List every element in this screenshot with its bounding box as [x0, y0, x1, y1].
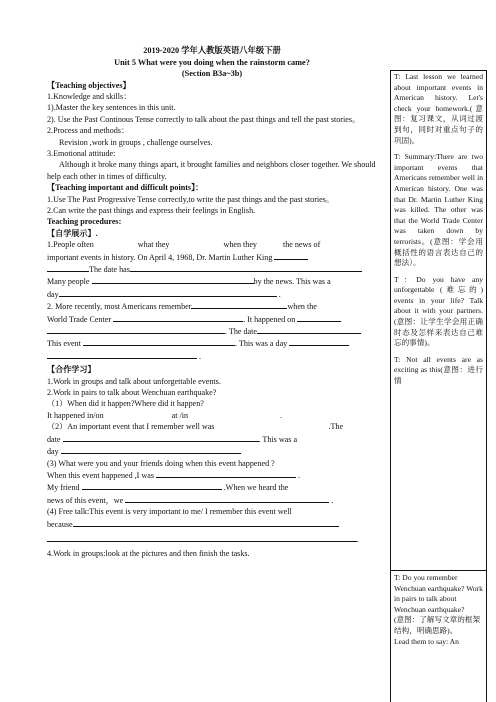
- c4-c: .: [280, 410, 283, 420]
- objectives-line-3: 2). Use the Past Continous Tense correctly to talk about the past things and tell the past stories。: [47, 114, 361, 124]
- title-line-2: Unit 5 What were you doing when the rainstorm came?: [114, 57, 310, 67]
- q2-text-d: . It happened on: [243, 314, 296, 324]
- title-line-3: (Section B3a~3b): [181, 69, 243, 78]
- self-show-q1-line-4: [47, 275, 377, 287]
- q2-text-b: when the: [287, 302, 317, 312]
- c11-a: news of this event，we: [47, 495, 124, 505]
- teacher-note-7: Lead them to say: An: [394, 636, 459, 646]
- important-heading: 【Teaching important and difficult points】：: [47, 183, 204, 193]
- cooperate-line-5: [47, 421, 377, 432]
- q2-text-e: . The date: [225, 327, 257, 337]
- c14: .: [357, 534, 360, 544]
- c11-b: .: [331, 495, 334, 505]
- procedures-heading: Teaching procedures:: [47, 217, 122, 227]
- objectives-line-1: 1.Knowledge and skills：: [47, 91, 132, 101]
- c5-a: （2）An important event that I remember well was: [47, 422, 215, 432]
- self-show-q1-line-1: [47, 239, 377, 250]
- cooperate-line-4: [47, 410, 377, 421]
- objectives-line-2: 1).Master the key sentences in this unit.: [47, 103, 176, 113]
- q1-text-j: .: [278, 289, 281, 299]
- self-show-q1-line-2: [47, 251, 377, 263]
- teacher-note-1: T: Last lesson we learned about important events in American history. Let's check your homework.(意图：复习课文，从词过渡到句，同时对重点句子的巩固)。: [394, 72, 483, 145]
- cooperate-line-3: （1）When did it happen?Where did it happen?: [47, 399, 204, 409]
- blank[interactable]: [297, 313, 341, 322]
- c5-b: .The: [328, 422, 344, 432]
- blank[interactable]: [47, 533, 360, 544]
- worksheet-main: [47, 45, 377, 560]
- title-line-1: 2019-2020 学年人教版英语八年级下册: [143, 46, 281, 55]
- important-line-1: 1.Use The Past Progressive Tense correctly,to write the past things and the past stories。: [47, 194, 335, 204]
- cooperate-line-11: [47, 494, 377, 506]
- q1-text-c: when they: [223, 240, 257, 250]
- objectives-line-7-text: Although it broke many things apart, it brought families and neighbors closer together. We should help each other in times of difficulty.: [47, 160, 376, 181]
- q2-text-a: 2. More recently, most Americans remember: [47, 302, 192, 312]
- q2-text-c: World Trade Center: [47, 314, 112, 324]
- q1-text-f: The date has: [89, 265, 130, 274]
- teacher-notes-box-2: [390, 570, 487, 702]
- blank[interactable]: [47, 263, 89, 272]
- blank[interactable]: [125, 494, 329, 503]
- cooperate-line-6: [47, 433, 377, 445]
- q1-text-e: important events in history. On April 4, 1968, Dr. Martin Luther King: [47, 252, 273, 262]
- blank[interactable]: [83, 337, 235, 346]
- q1-text-d: the news of: [282, 240, 321, 250]
- teacher-notes-box-1: [390, 70, 487, 570]
- teacher-note-4: T: Not all events are as exciting as this(意图：进行情: [394, 354, 483, 386]
- cooperate-line-9: [47, 469, 377, 481]
- self-show-heading: 【自学展示】.: [47, 228, 98, 238]
- blank[interactable]: [61, 445, 241, 454]
- c10-b: .When we heard the: [223, 483, 289, 493]
- objectives-line-6: 3.Emotional attitude:: [47, 148, 116, 158]
- self-show-q2-line-2: [47, 313, 377, 325]
- blank[interactable]: [191, 300, 287, 309]
- c4-b: at /in: [171, 410, 189, 420]
- blank[interactable]: [47, 325, 225, 334]
- q2-text-f: This event: [47, 339, 81, 349]
- blank[interactable]: [47, 350, 197, 359]
- cooperate-heading: 【合作学习】: [47, 365, 96, 375]
- self-show-q1-line-3: [47, 263, 377, 275]
- objectives-line-4: 2.Process and methods：: [47, 126, 130, 136]
- blank[interactable]: [59, 288, 277, 297]
- q1-text-a: 1.People often: [47, 240, 94, 250]
- cooperate-line-10: [47, 481, 377, 493]
- q1-text-g: Many people: [47, 277, 90, 287]
- cooperate-line-15: 4.Work in groups:look at the pictures and then finish the tasks.: [47, 549, 250, 559]
- cooperate-line-2: 2.Work in pairs to talk about Wenchuan earthquake?: [47, 388, 217, 398]
- objectives-line-5: Revision ,work in groups , challenge ourselves.: [59, 137, 213, 147]
- blank[interactable]: [113, 313, 243, 322]
- blank[interactable]: [156, 469, 296, 478]
- objectives-heading: 【Teaching objectives】: [47, 80, 131, 90]
- self-show-q1-line-5: [47, 288, 377, 300]
- teacher-note-6: (意图：了解写文章的框架结构，明确思路)。: [394, 615, 481, 635]
- q2-text-h: .: [199, 351, 202, 361]
- cooperate-line-1: 1.Work in groups and talk about unforgettable events.: [47, 376, 221, 386]
- self-show-q2-line-3: [47, 325, 377, 337]
- c4-a: It happened in/on: [47, 410, 104, 420]
- blank[interactable]: [63, 433, 259, 442]
- self-show-q2-line-5: [47, 350, 377, 362]
- blank[interactable]: [274, 251, 308, 260]
- c6-b: . This was a: [258, 434, 298, 444]
- blank[interactable]: [92, 275, 254, 284]
- q1-text-h: by the news. This was a: [253, 277, 331, 287]
- teacher-note-5: T: Do you remember Wenchuan earthquake? Work in pairs to talk about Wenchuan earthquake?: [394, 573, 483, 614]
- self-show-q2-line-4: [47, 337, 377, 349]
- c13: because: [47, 519, 73, 529]
- cooperate-line-12: (4) Free talk:This event is very important to me/ I remember this event well: [47, 507, 292, 517]
- c9-b: .: [298, 470, 301, 480]
- c9-a: When this event happened ,I was: [47, 470, 154, 480]
- objectives-line-7: [47, 159, 377, 182]
- teacher-note-2: T: Summary:There are two important events that Americans remember well in American history. One was that Dr. Martin Luther King was killed. The other was that the World Trade Center was taken down by terrorists。(意图：学会用概括性的语言表达自己的想法）。: [394, 152, 483, 268]
- c7: day: [47, 447, 59, 457]
- q1-text-i: day: [47, 289, 59, 299]
- cooperate-line-8: (3) What were you and your friends doing when this event happened ?: [47, 458, 275, 468]
- teacher-note-3: T：Do you have any unforgettable (难忘的) events in your life? Talk about it with your partners.(意图：让学生学会用正确时态及怎样来表达自己难忘的事情)。: [394, 274, 483, 348]
- q2-text-g: . This was a day: [234, 339, 288, 349]
- blank[interactable]: [257, 325, 361, 334]
- blank[interactable]: [82, 481, 222, 490]
- q1-text-b: what they: [137, 240, 170, 250]
- blank[interactable]: [73, 518, 339, 527]
- cooperate-line-7: [47, 445, 377, 457]
- cooperate-line-14: [47, 533, 377, 545]
- self-show-q2-line-1: [47, 300, 377, 312]
- blank[interactable]: [289, 337, 349, 346]
- cooperate-line-13: [47, 518, 377, 530]
- c10-a: My friend: [47, 483, 80, 493]
- blank[interactable]: [130, 263, 362, 272]
- important-line-2: 2.Can write the past things and express their feelings in English.: [47, 205, 256, 215]
- c6-a: date: [47, 434, 61, 444]
